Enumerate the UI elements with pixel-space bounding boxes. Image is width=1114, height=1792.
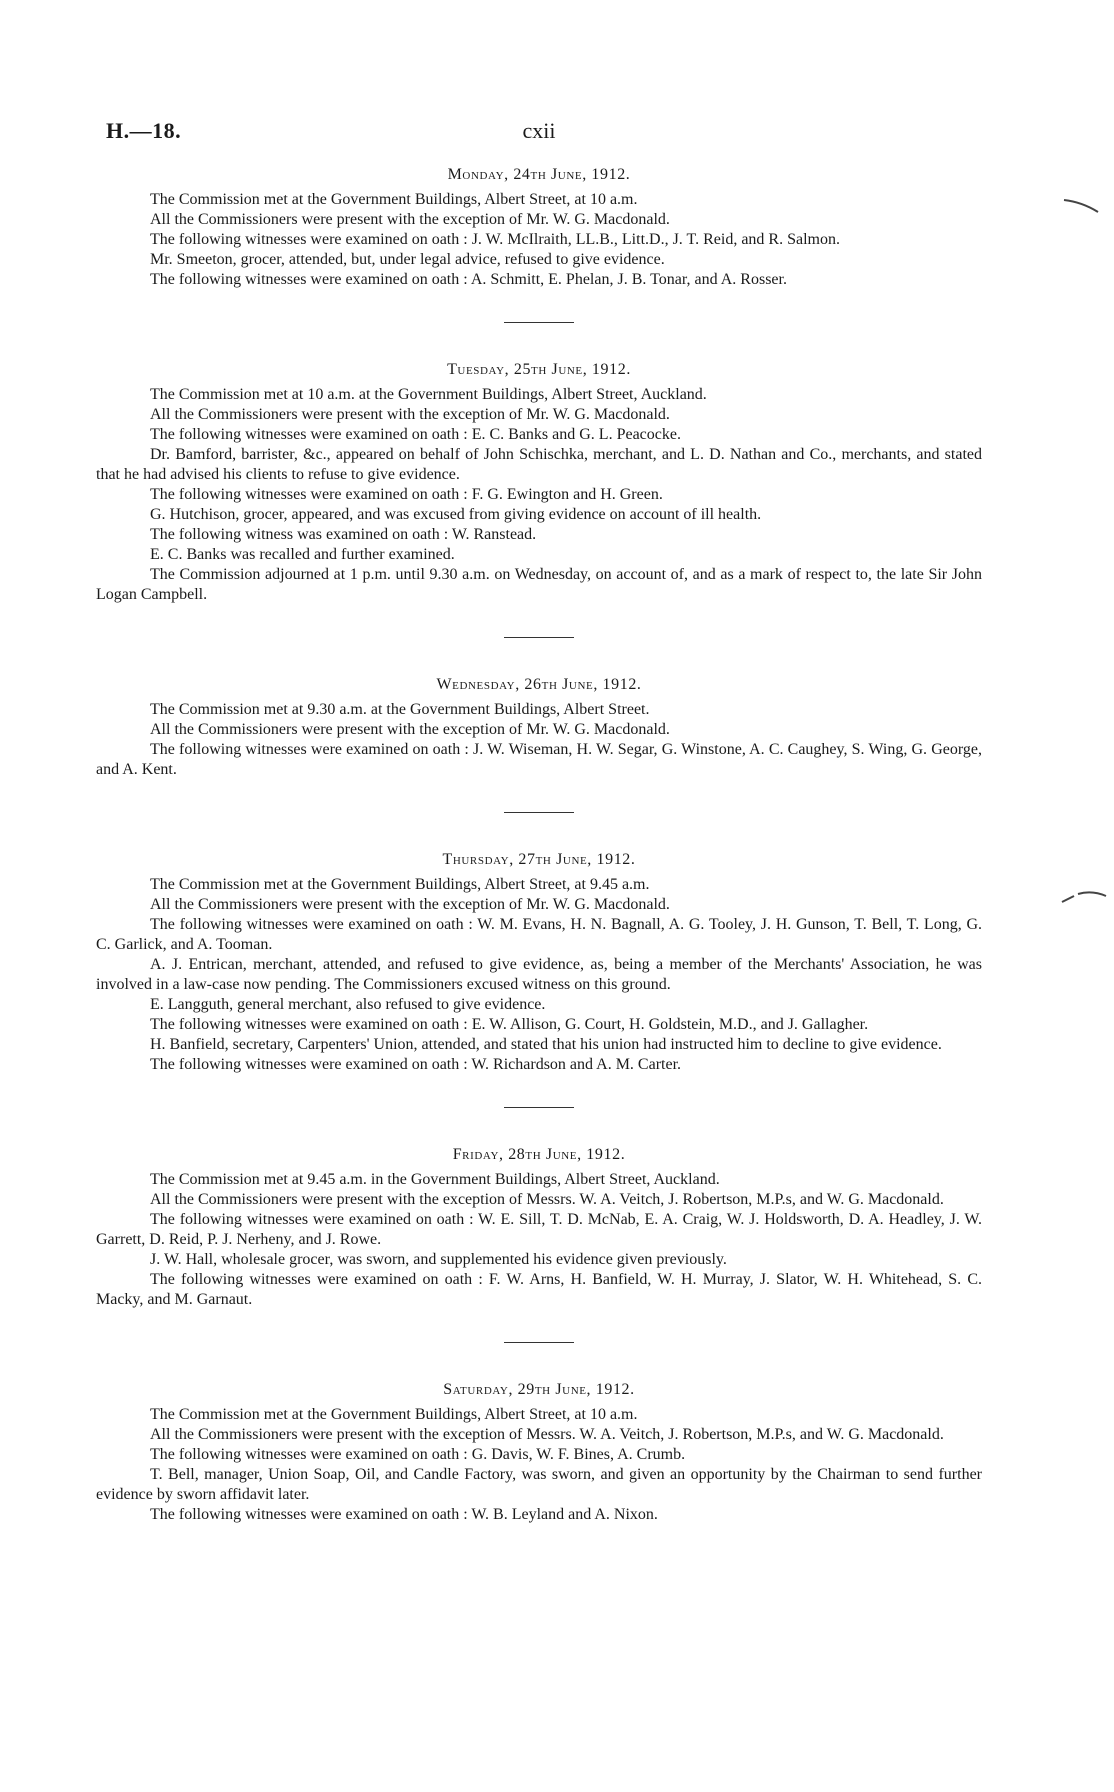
paragraph: The Commission met at the Government Buildings, Albert Street, at 10 a.m. bbox=[150, 191, 638, 208]
paragraph: T. Bell, manager, Union Soap, Oil, and Candle Factory, was sworn, and given an opportunity by the Chairman to send further evidence by sworn affidavit later. bbox=[96, 1466, 982, 1503]
paragraph: The following witnesses were examined on oath : J. W. Wiseman, H. W. Segar, G. Winstone, A. C. Caughey, S. Wing, G. George, and A. Kent. bbox=[96, 741, 982, 778]
paragraph: The following witnesses were examined on oath : F. W. Arns, H. Banfield, W. H. Murray, J. Slator, W. H. Whitehead, S. C. Macky, and M. Garnaut. bbox=[96, 1271, 982, 1308]
section-title: Monday, 24th June, 1912. bbox=[447, 166, 631, 183]
section-title: Saturday, 29th June, 1912. bbox=[443, 1381, 635, 1398]
paragraph: H. Banfield, secretary, Carpenters' Union, attended, and stated that his union had instructed him to decline to give evidence. bbox=[150, 1036, 942, 1053]
paragraph: The following witnesses were examined on oath : W. M. Evans, H. N. Bagnall, A. G. Tooley, J. H. Gunson, T. Bell, T. Long, G. C. Garlick, and A. Tooman. bbox=[96, 916, 982, 953]
paragraph: The following witnesses were examined on oath : E. W. Allison, G. Court, H. Goldstein, M.D., and J. Gallagher. bbox=[150, 1016, 869, 1033]
section-saturday bbox=[96, 1381, 982, 1525]
paragraph: All the Commissioners were present with the exception of Mr. W. G. Macdonald. bbox=[150, 211, 670, 228]
paragraph: The following witnesses were examined on oath : W. Richardson and A. M. Carter. bbox=[150, 1056, 682, 1073]
section-title: Wednesday, 26th June, 1912. bbox=[436, 676, 642, 693]
section-wednesday bbox=[96, 676, 982, 780]
page-reference: H.—18. bbox=[106, 118, 182, 143]
paragraph: All the Commissioners were present with the exception of Mr. W. G. Macdonald. bbox=[150, 896, 670, 913]
section-divider bbox=[504, 322, 574, 323]
paragraph: All the Commissioners were present with the exception of Mr. W. G. Macdonald. bbox=[150, 721, 670, 738]
paragraph: Mr. Smeeton, grocer, attended, but, under legal advice, refused to give evidence. bbox=[150, 251, 665, 268]
paragraph: The following witnesses were examined on oath : E. C. Banks and G. L. Peacocke. bbox=[150, 426, 681, 443]
paragraph: The Commission met at the Government Buildings, Albert Street, at 9.45 a.m. bbox=[150, 876, 650, 893]
paragraph: J. W. Hall, wholesale grocer, was sworn, and supplemented his evidence given previously. bbox=[150, 1251, 727, 1268]
section-thursday bbox=[96, 851, 982, 1075]
paragraph: All the Commissioners were present with the exception of Mr. W. G. Macdonald. bbox=[150, 406, 670, 423]
paragraph: The Commission met at the Government Buildings, Albert Street, at 10 a.m. bbox=[150, 1406, 638, 1423]
paragraph: A. J. Entrican, merchant, attended, and refused to give evidence, as, being a member of the Merchants' Association, he was involved in a law-case now pending. The Commissioners excused witness on this ground. bbox=[96, 956, 982, 993]
paragraph: Dr. Bamford, barrister, &c., appeared on behalf of John Schischka, merchant, and L. D. Nathan and Co., merchants, and stated that he had advised his clients to refuse to give evidence. bbox=[96, 446, 982, 483]
paragraph: The Commission met at 9.30 a.m. at the Government Buildings, Albert Street. bbox=[150, 701, 650, 718]
section-monday bbox=[96, 166, 982, 290]
paragraph: E. C. Banks was recalled and further examined. bbox=[150, 546, 455, 563]
section-title: Tuesday, 25th June, 1912. bbox=[447, 361, 631, 378]
paragraph: E. Langguth, general merchant, also refused to give evidence. bbox=[150, 996, 546, 1013]
document-page bbox=[96, 118, 982, 1525]
paragraph: The following witnesses were examined on oath : J. W. McIlraith, LL.B., Litt.D., J. T. Reid, and R. Salmon. bbox=[150, 231, 840, 248]
paragraph: The following witnesses were examined on oath : W. E. Sill, T. D. McNab, E. A. Craig, W. J. Holdsworth, D. A. Headley, J. W. Garrett, D. Reid, P. J. Nerheny, and J. Rowe. bbox=[96, 1211, 982, 1248]
paragraph: The following witnesses were examined on oath : F. G. Ewington and H. Green. bbox=[150, 486, 663, 503]
paragraph: The following witnesses were examined on oath : G. Davis, W. F. Bines, A. Crumb. bbox=[150, 1446, 686, 1463]
section-divider bbox=[504, 637, 574, 638]
paragraph: G. Hutchison, grocer, appeared, and was excused from giving evidence on account of ill health. bbox=[150, 506, 762, 523]
paragraph: All the Commissioners were present with the exception of Messrs. W. A. Veitch, J. Robertson, M.P.s, and W. G. Macdonald. bbox=[150, 1191, 944, 1208]
scan-mark bbox=[1062, 196, 1102, 216]
section-friday bbox=[96, 1146, 982, 1310]
section-tuesday bbox=[96, 361, 982, 605]
paragraph: The following witnesses were examined on oath : W. B. Leyland and A. Nixon. bbox=[150, 1506, 658, 1523]
section-title: Friday, 28th June, 1912. bbox=[452, 1146, 626, 1163]
paragraph: The following witness was examined on oath : W. Ranstead. bbox=[150, 526, 537, 543]
paragraph: All the Commissioners were present with the exception of Messrs. W. A. Veitch, J. Robertson, M.P.s, and W. G. Macdonald. bbox=[150, 1426, 944, 1443]
section-divider bbox=[504, 1107, 574, 1108]
page-number: cxii bbox=[522, 118, 556, 143]
section-title: Thursday, 27th June, 1912. bbox=[442, 851, 636, 868]
section-divider bbox=[504, 1342, 574, 1343]
paragraph: The Commission met at 10 a.m. at the Government Buildings, Albert Street, Auckland. bbox=[150, 386, 707, 403]
paragraph: The Commission adjourned at 1 p.m. until 9.30 a.m. on Wednesday, on account of, and as a mark of respect to, the late Sir John Logan Campbell. bbox=[96, 566, 982, 603]
page-header bbox=[96, 118, 982, 154]
paragraph: The Commission met at 9.45 a.m. in the Government Buildings, Albert Street, Auckland. bbox=[150, 1171, 720, 1188]
paragraph: The following witnesses were examined on oath : A. Schmitt, E. Phelan, J. B. Tonar, and A. Rosser. bbox=[150, 271, 787, 288]
scan-mark bbox=[1058, 888, 1108, 908]
section-divider bbox=[504, 812, 574, 813]
